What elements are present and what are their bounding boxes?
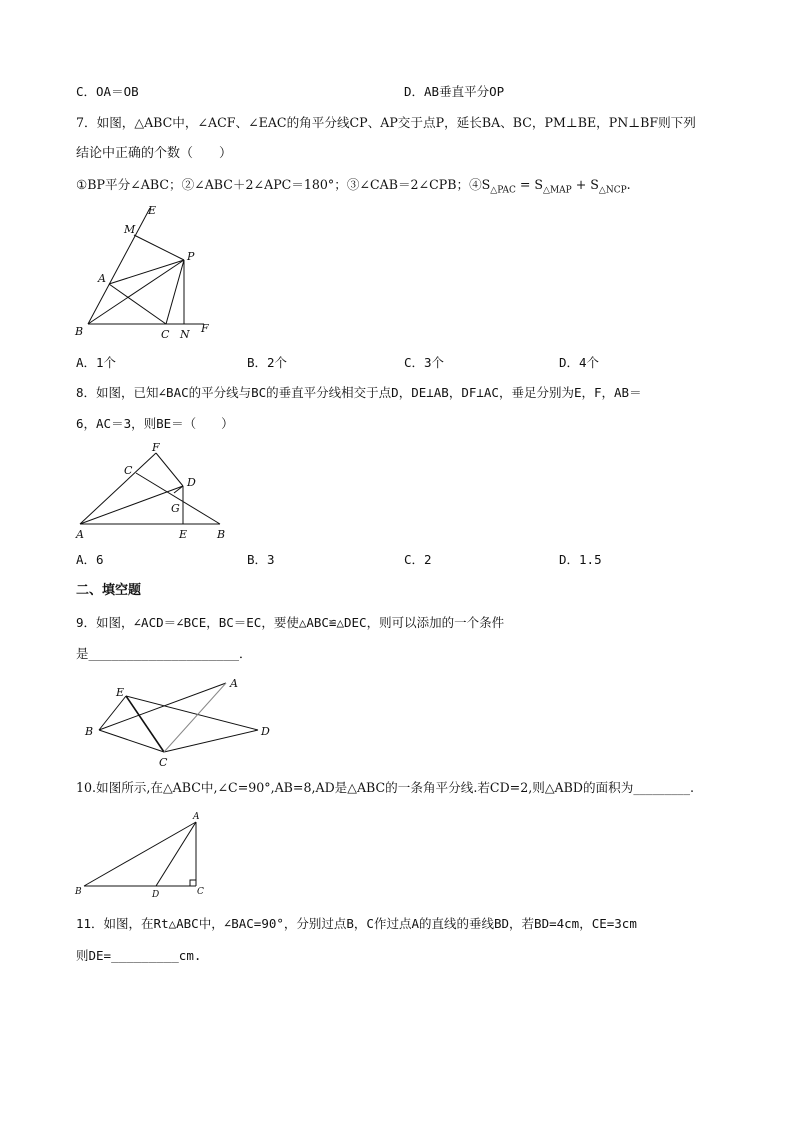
section-heading: 二、填空题 (76, 583, 142, 598)
q11-stem-line2: 则DE=_________cm. (76, 948, 202, 963)
q7-label-b: B (75, 325, 84, 338)
q8-stem-line2: 6，AC＝3，则BE＝（ ） (76, 416, 234, 431)
q7-statements-main: ①BP平分∠ABC；②∠ABC＋2∠APC＝180°；③∠CAB＝2∠CPB；④S (76, 177, 491, 192)
q8-figure (70, 440, 240, 544)
q8-option-a: A．6 (76, 552, 104, 567)
q7-sub-ncp: △NCP (598, 185, 627, 196)
q7-sub-pac: △PAC (490, 185, 516, 196)
q10-label-d: D (152, 890, 160, 900)
q8-label-b: B (217, 528, 226, 541)
q10-label-b: B (75, 887, 82, 897)
q7-option-a: A．1个 (76, 355, 117, 370)
q8-option-d: D．1.5 (559, 552, 602, 567)
q7-option-c: C．3个 (404, 355, 445, 370)
q8-label-f: F (152, 441, 160, 454)
q7-label-a: A (98, 272, 106, 285)
q7-eq: = S (515, 177, 544, 192)
q7-label-f: F (201, 322, 209, 335)
q9-label-d: D (261, 725, 270, 738)
q7-statements (76, 177, 631, 199)
q8-label-e: E (179, 528, 188, 541)
q7-stem-line2: 结论中正确的个数（ ） (76, 146, 233, 161)
q7-option-b: B．2个 (247, 355, 288, 370)
q9-figure (80, 674, 280, 770)
q7-plus: + S (571, 177, 599, 192)
q6-option-c: C．OA＝OB (76, 84, 139, 99)
q7-label-p: P (187, 250, 195, 263)
q9-label-c: C (159, 756, 168, 769)
q9-label-b: B (85, 725, 94, 738)
q9-stem-line2: 是____________________． (76, 646, 252, 661)
q7-label-e: E (148, 204, 157, 217)
q8-label-d: D (187, 476, 196, 489)
q9-label-e: E (116, 686, 125, 699)
q7-end: . (626, 177, 631, 192)
q7-option-d: D．4个 (559, 355, 600, 370)
q8-label-a: A (76, 528, 84, 541)
q6-option-d: D．AB垂直平分OP (404, 84, 505, 99)
q10-label-c: C (197, 887, 204, 897)
q7-figure (70, 202, 220, 342)
q7-label-c: C (161, 328, 170, 341)
q10-stem: 10.如图所示,在△ABC中,∠C=90°,AB=8,AD是△ABC的一条角平分线.若CD=2,则△ABD的面积为_________. (76, 780, 695, 795)
q8-option-b: B．3 (247, 552, 275, 567)
q8-option-c: C．2 (404, 552, 432, 567)
q7-label-n: N (180, 328, 190, 341)
q8-label-g: G (171, 502, 180, 515)
q10-label-a: A (193, 812, 200, 822)
q8-label-c: C (124, 464, 133, 477)
q10-figure (70, 808, 220, 900)
q9-stem-line1: 9．如图，∠ACD＝∠BCE，BC＝EC，要使△ABC≌△DEC，则可以添加的一个条件 (76, 615, 505, 630)
q9-label-a: A (230, 677, 238, 690)
q7-stem-line1: 7．如图，△ABC中，∠ACF、∠EAC的角平分线CP、AP交于点P，延长BA、BC，PM⊥BE，PN⊥BF则下列 (76, 115, 696, 130)
q11-stem-line1: 11．如图，在Rt△ABC中，∠BAC=90°，分别过点B，C作过点A的直线的垂线BD，若BD=4cm，CE=3cm (76, 916, 637, 931)
q8-stem-line1: 8．如图，已知∠BAC的平分线与BC的垂直平分线相交于点D，DE⊥AB，DF⊥AC，垂足分别为E，F，AB＝ (76, 385, 642, 400)
q7-label-m: M (124, 223, 136, 236)
q7-sub-map: △MAP (543, 185, 572, 196)
